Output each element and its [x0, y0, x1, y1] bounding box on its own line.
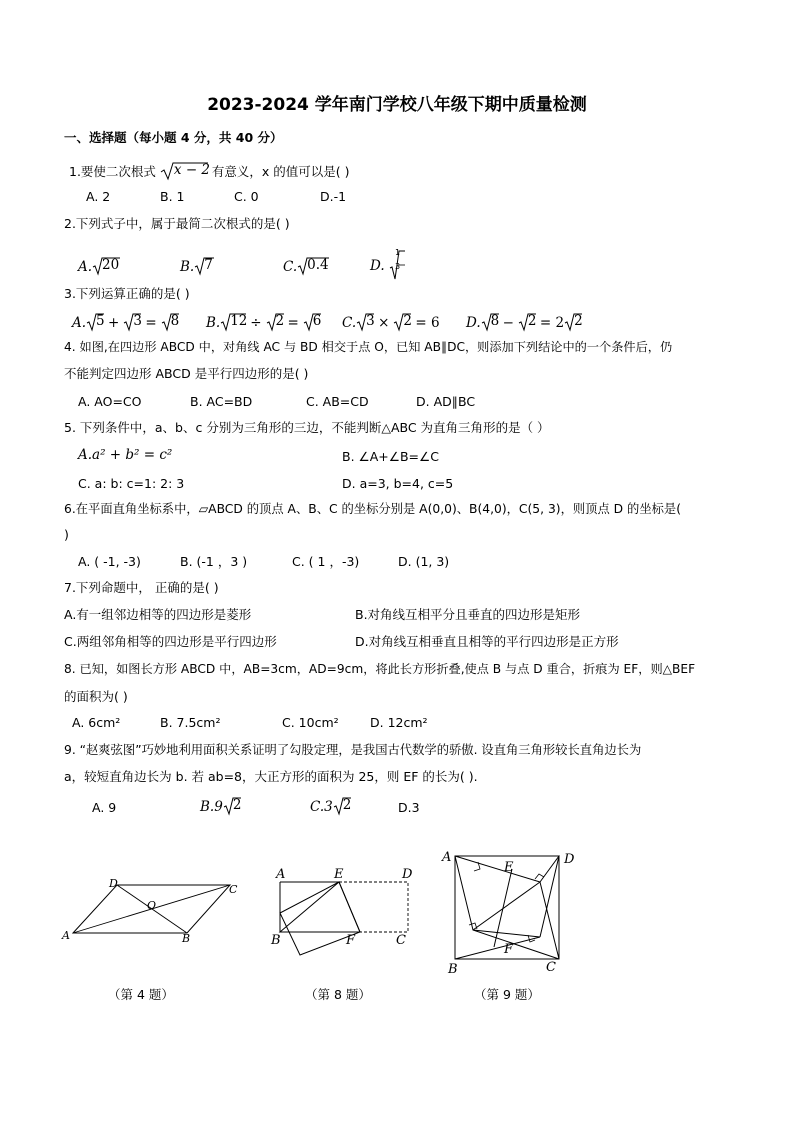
- fig8-label-a: A: [276, 867, 286, 882]
- q6-option-c[interactable]: C. ( 1 ，-3): [292, 554, 360, 569]
- q9-b-text: B.9: [200, 799, 223, 815]
- q3-b-rad1: [220, 313, 246, 331]
- q2-d-numerator: 1: [395, 248, 401, 257]
- q9-option-c[interactable]: [310, 797, 351, 815]
- q1-option-d[interactable]: D.-1: [320, 189, 347, 204]
- fig4-label-c: C: [229, 883, 238, 896]
- q2-b-letter: B.: [180, 259, 195, 275]
- q4-option-c[interactable]: C. AB=CD: [306, 394, 369, 409]
- q3-b-op: ÷: [250, 315, 262, 331]
- q3-d-rad2: [518, 313, 536, 331]
- q3-a-eq: =: [145, 315, 157, 331]
- question-8-line-2: 的面积为( ): [64, 689, 128, 704]
- q3-b-rad3: [303, 313, 321, 331]
- q9-b-radical: [223, 797, 241, 815]
- q5-a-expr: a² + b² = c²: [92, 447, 173, 463]
- q1-text-post: 有意义，x 的值可以是( ): [211, 164, 350, 179]
- fig9-label-c: C: [546, 960, 556, 975]
- q9-c-radical: [333, 797, 351, 815]
- q3-b-r3: 6: [312, 313, 322, 329]
- q9-c-text: C.3: [310, 799, 333, 815]
- q5-a-letter: A.: [78, 447, 93, 463]
- q3-c-r2: 2: [403, 313, 413, 329]
- q3-option-a[interactable]: [72, 313, 179, 331]
- fig8-label-b: B: [271, 933, 281, 948]
- q1-option-c[interactable]: C. 0: [234, 189, 259, 204]
- fig4-label-d: D: [109, 877, 118, 890]
- q6-option-b[interactable]: B. (-1 ，3 ): [180, 554, 248, 569]
- question-4-line-1: 4. 如图,在四边形 ABCD 中，对角线 AC 与 BD 相交于点 O，已知 AB∥DC，则添加下列结论中的一个条件后，仍: [64, 340, 673, 354]
- q1-text-pre: 1.要使二次根式: [69, 164, 156, 179]
- q3-d-letter: D.: [466, 315, 481, 331]
- q9-b-radicand: 2: [232, 797, 242, 813]
- fig8-label-f: F: [346, 933, 356, 948]
- question-3-stem: 3.下列运算正确的是( ): [64, 286, 190, 301]
- figure-9-caption: （第 9 题）: [474, 987, 540, 1002]
- fig4-label-o: O: [147, 899, 157, 912]
- question-7-stem: 7.下列命题中， 正确的是( ): [64, 580, 219, 595]
- q3-a-rad2: [123, 313, 141, 331]
- q3-d-op: −: [502, 315, 514, 331]
- question-1-stem: [69, 162, 350, 180]
- q2-option-a[interactable]: [78, 257, 120, 275]
- q3-b-letter: B.: [206, 315, 221, 331]
- q3-c-r1: 3: [366, 313, 375, 329]
- q2-b-radical: [194, 257, 214, 275]
- question-5-stem: 5. 下列条件中，a、b、c 分别为三角形的三边，不能判断△ABC 为直角三角形的是（ ）: [64, 420, 550, 435]
- q3-option-c[interactable]: [342, 313, 440, 331]
- q6-option-a[interactable]: A. ( -1, -3): [78, 554, 141, 569]
- q3-c-op: ×: [378, 315, 390, 331]
- question-8-line-1: 8. 已知，如图长方形 ABCD 中，AB=3cm，AD=9cm，将此长方形折叠,使点 B 与点 D 重合，折痕为 EF，则△BEF: [64, 662, 696, 676]
- fig8-label-e: E: [334, 867, 344, 882]
- q6-option-d[interactable]: D. (1, 3): [398, 554, 450, 569]
- fig9-label-a: A: [442, 850, 452, 865]
- q7-option-c[interactable]: C.两组邻角相等的四边形是平行四边形: [64, 634, 277, 649]
- fig4-label-a: A: [62, 929, 70, 942]
- q2-d-denominator: 3: [395, 262, 401, 271]
- q7-option-d[interactable]: D.对角线互相垂直且相等的平行四边形是正方形: [355, 634, 619, 649]
- q5-option-c[interactable]: C. a: b: c=1: 2: 3: [78, 476, 185, 491]
- question-9-line-1: 9. “赵爽弦图”巧妙地利用面积关系证明了勾股定理，是我国古代数学的骄傲. 设直角三角形较长直角边长为: [64, 743, 642, 757]
- q3-a-r2: 3: [133, 313, 142, 329]
- figure-8-caption: （第 8 题）: [305, 987, 371, 1002]
- fig9-label-d: D: [564, 852, 575, 867]
- page-title: 2023-2024 学年南门学校八年级下期中质量检测: [207, 95, 587, 115]
- figure-4-parallelogram: [60, 875, 245, 945]
- q7-option-a[interactable]: A.有一组邻边相等的四边形是菱形: [64, 607, 252, 622]
- question-9-line-2: a，较短直角边长为 b. 若 ab=8，大正方形的面积为 25，则 EF 的长为( ).: [64, 769, 478, 784]
- fig4-label-b: B: [182, 932, 191, 945]
- q5-option-b[interactable]: B. ∠A+∠B=∠C: [342, 449, 439, 464]
- q3-a-rad1: [86, 313, 104, 331]
- q2-option-c[interactable]: [283, 257, 329, 275]
- q3-c-eq: = 6: [415, 315, 440, 331]
- q3-a-letter: A.: [72, 315, 87, 331]
- q1-option-a[interactable]: A. 2: [86, 189, 111, 204]
- q8-option-b[interactable]: B. 7.5cm²: [160, 715, 221, 730]
- fig9-label-b: B: [448, 962, 458, 977]
- q9-option-d[interactable]: D.3: [398, 800, 420, 815]
- question-6-line-2: ): [64, 527, 69, 542]
- q3-b-rad2: [266, 313, 284, 331]
- question-2-stem: 2.下列式子中，属于最简二次根式的是( ): [64, 216, 290, 231]
- q3-option-b[interactable]: [206, 313, 321, 331]
- q4-option-a[interactable]: A. AO=CO: [78, 394, 142, 409]
- q8-option-d[interactable]: D. 12cm²: [370, 715, 428, 730]
- q9-c-radicand: 2: [342, 797, 352, 813]
- q2-c-radical: [297, 257, 329, 275]
- q3-d-eq: = 2: [539, 315, 565, 331]
- q2-a-letter: A.: [78, 259, 93, 275]
- figure-9-string-diagram: [438, 845, 588, 980]
- q5-option-a[interactable]: [78, 447, 172, 463]
- q4-option-d[interactable]: D. AD∥BC: [416, 394, 476, 409]
- q9-option-a[interactable]: A. 9: [92, 800, 117, 815]
- q2-a-radicand: 20: [102, 257, 120, 273]
- q3-a-op: +: [108, 315, 120, 331]
- question-4-line-2: 不能判定四边形 ABCD 是平行四边形的是( ): [64, 366, 309, 381]
- question-6-line-1: 6.在平面直角坐标系中，▱ABCD 的顶点 A、B、C 的坐标分别是 A(0,0)、B(4,0)，C(5, 3)，则顶点 D 的坐标是(: [64, 502, 682, 516]
- q3-c-letter: C.: [342, 315, 357, 331]
- section-heading: 一、选择题（每小题 4 分，共 40 分）: [64, 130, 283, 145]
- q3-option-d[interactable]: [466, 313, 582, 331]
- q3-c-rad1: [356, 313, 374, 331]
- q3-a-rad3: [161, 313, 179, 331]
- fig9-label-e: E: [504, 860, 514, 875]
- q2-a-radical: [92, 257, 120, 275]
- q2-b-radicand: 7: [204, 257, 213, 273]
- q3-d-r3: 2: [574, 313, 583, 329]
- q8-option-a[interactable]: A. 6cm²: [72, 715, 121, 730]
- fig9-label-f: F: [504, 942, 514, 957]
- q3-b-r2: 2: [275, 313, 285, 329]
- q3-d-r1: 8: [490, 313, 500, 329]
- q2-option-b[interactable]: [180, 257, 214, 275]
- q1-radicand: x − 2: [173, 162, 211, 178]
- figure-4-caption: （第 4 题）: [108, 987, 174, 1002]
- q3-d-r2: 2: [527, 313, 537, 329]
- q4-option-b[interactable]: B. AC=BD: [190, 394, 253, 409]
- q3-a-r1: 5: [96, 313, 105, 329]
- q3-d-rad3: [564, 313, 582, 331]
- q1-option-b[interactable]: B. 1: [160, 189, 185, 204]
- q8-option-c[interactable]: C. 10cm²: [282, 715, 339, 730]
- q5-option-d[interactable]: D. a=3, b=4, c=5: [342, 476, 454, 491]
- q2-c-letter: C.: [283, 259, 298, 275]
- q7-option-b[interactable]: B.对角线互相平分且垂直的四边形是矩形: [355, 607, 581, 622]
- q3-b-r1: 12: [230, 313, 248, 329]
- q3-d-rad1: [481, 313, 499, 331]
- q2-d-letter: D.: [370, 258, 385, 274]
- q9-option-b[interactable]: [200, 797, 241, 815]
- q3-c-rad2: [393, 313, 411, 331]
- q2-c-radicand: 0.4: [307, 257, 329, 273]
- q3-b-eq: =: [287, 315, 299, 331]
- figure-8-folded-rectangle: [268, 860, 428, 960]
- q2-option-d[interactable]: [370, 250, 405, 280]
- q1-radical: [160, 162, 211, 180]
- fig8-label-c: C: [396, 933, 406, 948]
- q3-a-r3: 8: [170, 313, 180, 329]
- fig8-label-d: D: [402, 867, 413, 882]
